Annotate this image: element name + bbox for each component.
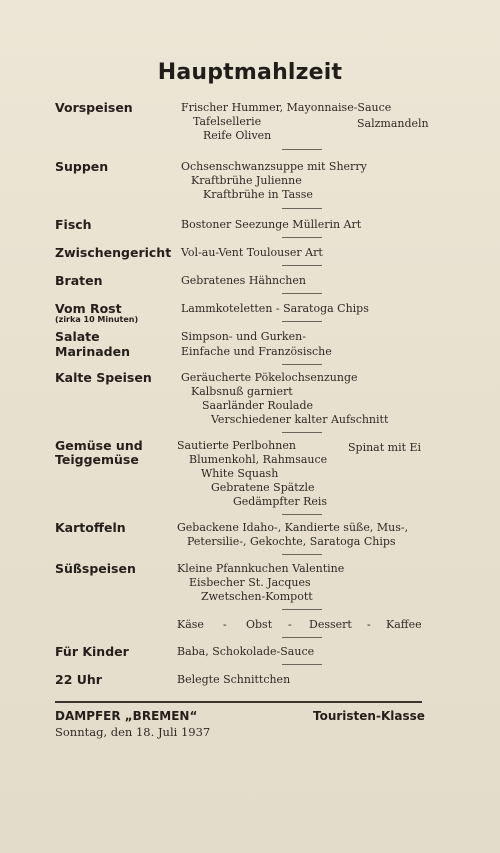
category-kartoffeln: Kartoffeln (55, 520, 126, 535)
dish-item: Vol-au-Vent Toulouser Art (181, 246, 323, 259)
dish-item: Ochsenschwanzsuppe mit Sherry (181, 160, 367, 173)
separator-line (282, 265, 322, 266)
dish-item: Saarländer Roulade (202, 399, 313, 412)
dish-item: Kraftbrühe in Tasse (203, 188, 313, 201)
category-22-uhr: 22 Uhr (55, 672, 102, 687)
dash-separator: - (223, 618, 227, 631)
travel-class: Touristen-Klasse (313, 709, 425, 723)
dish-item: Salzmandeln (357, 117, 429, 130)
dish-item: Kaffee (386, 618, 422, 631)
menu-date: Sonntag, den 18. Juli 1937 (55, 725, 211, 739)
dish-item: Simpson- und Gurken- (181, 330, 306, 343)
separator-line (282, 321, 322, 322)
dish-item: Frischer Hummer, Mayonnaise-Sauce (181, 101, 392, 114)
dish-item: Spinat mit Ei (348, 441, 422, 454)
dish-item: Baba, Schokolade-Sauce (177, 645, 315, 658)
dish-item: Einfache und Französische (181, 345, 332, 358)
dish-item: Belegte Schnittchen (177, 673, 291, 686)
category-suessspeisen: Süßspeisen (55, 561, 136, 576)
footer-rule (55, 701, 422, 703)
separator-line (282, 637, 322, 638)
category-vom-rost (55, 301, 138, 324)
dish-item: Kraftbrühe Julienne (191, 174, 302, 187)
dish-item: Eisbecher St. Jacques (189, 576, 311, 589)
dish-item: Bostoner Seezunge Müllerin Art (181, 218, 362, 231)
dish-item: Gebratenes Hähnchen (181, 274, 306, 287)
dish-item: Blumenkohl, Rahmsauce (189, 453, 328, 466)
dish-item: Gebackene Idaho-, Kandierte süße, Mus-, (177, 521, 409, 534)
category-fuer-kinder: Für Kinder (55, 644, 129, 659)
dish-item: Gebratene Spätzle (211, 481, 315, 494)
dish-item: Reife Oliven (203, 129, 272, 142)
category-gemuese: Gemüse und (55, 438, 143, 453)
dish-item: Kalbsnuß garniert (191, 385, 293, 398)
dish-item: Lammkoteletten - Saratoga Chips (181, 302, 369, 315)
separator-line (282, 208, 322, 209)
category-label: Vom Rost (55, 301, 122, 316)
separator-line (282, 432, 322, 433)
separator-line (282, 237, 322, 238)
ship-name: DAMPFER „BREMEN“ (55, 709, 198, 723)
separator-line (282, 514, 322, 515)
dish-item: Verschiedener kalter Aufschnitt (211, 413, 389, 426)
separator-line (282, 293, 322, 294)
separator-line (282, 554, 322, 555)
dish-item: Petersilie-, Gekochte, Saratoga Chips (187, 535, 396, 548)
category-kalte-speisen: Kalte Speisen (55, 370, 152, 385)
category-salate: Salate (55, 329, 100, 344)
category-zwischengericht: Zwischengericht (55, 245, 172, 260)
separator-line (282, 364, 322, 365)
category-braten: Braten (55, 273, 103, 288)
separator-line (282, 609, 322, 610)
category-vorspeisen: Vorspeisen (55, 100, 133, 115)
separator-line (282, 149, 322, 150)
category-teiggemuese: Teiggemüse (55, 452, 139, 467)
dish-item: Zwetschen-Kompott (201, 590, 313, 603)
dish-item: Dessert (309, 618, 352, 631)
menu-title: Hauptmahlzeit (157, 60, 343, 85)
dash-separator: - (367, 618, 371, 631)
category-suppen: Suppen (55, 159, 109, 174)
category-fisch: Fisch (55, 217, 92, 232)
dash-separator: - (288, 618, 292, 631)
dish-item: Gedämpfter Reis (233, 495, 328, 508)
dish-item: Geräucherte Pökelochsenzunge (181, 371, 358, 384)
dish-item: Sautierte Perlbohnen (177, 439, 296, 452)
dish-item: Käse (177, 618, 204, 631)
category-marinaden: Marinaden (55, 344, 130, 359)
dish-item: Kleine Pfannkuchen Valentine (177, 562, 345, 575)
separator-line (282, 664, 322, 665)
dish-item: White Squash (201, 467, 279, 480)
dish-item: Obst (246, 618, 273, 631)
dish-item: Tafelsellerie (193, 115, 262, 128)
category-note: (zirka 10 Minuten) (55, 315, 139, 324)
